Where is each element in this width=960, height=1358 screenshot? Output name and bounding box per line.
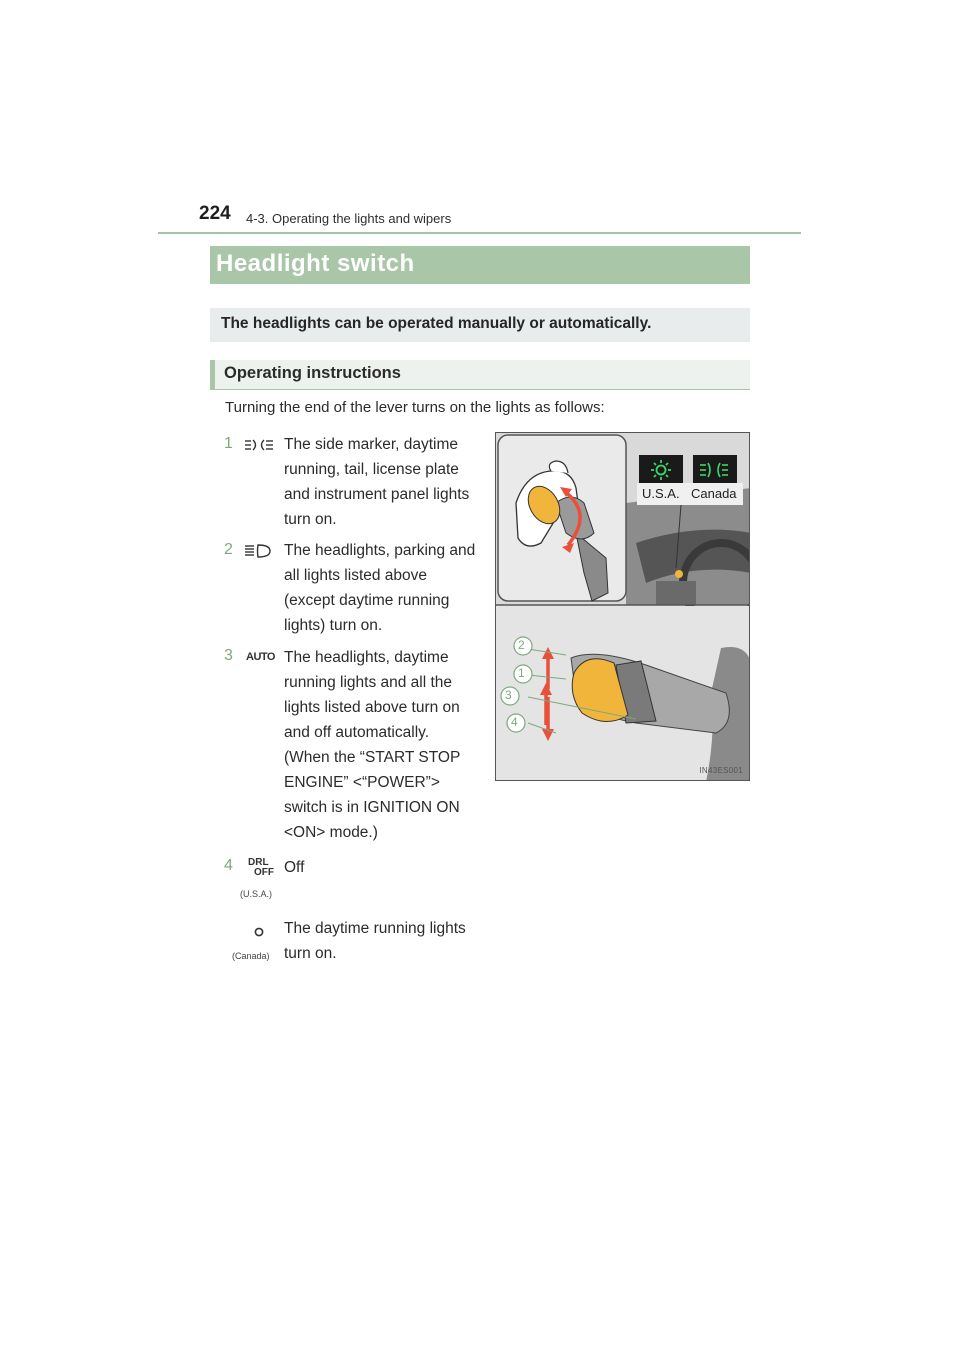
item-3-line: ENGINE” <“POWER”> <box>284 774 440 791</box>
item-3-line: switch is in IGNITION ON <box>284 799 460 816</box>
lever-tip-small <box>675 570 683 578</box>
item-2-line: The headlights, parking and <box>284 542 476 559</box>
drl-icon-text: DRL <box>248 857 269 868</box>
item-3-line: lights listed above turn on <box>284 699 460 716</box>
item-3-line: The headlights, daytime <box>284 649 449 666</box>
item-1-text <box>284 432 480 532</box>
item-3-text <box>284 645 480 845</box>
page-number: 224 <box>199 203 231 224</box>
callout-3: 3 <box>505 688 512 702</box>
canada-item-text <box>284 916 480 966</box>
item-3-line: (When the “START STOP <box>284 749 461 766</box>
item-3-line: and off automatically. <box>284 724 430 741</box>
header-rule <box>158 232 801 234</box>
region-label-usa: (U.S.A.) <box>240 889 273 899</box>
item-3-line: <ON> mode.) <box>284 824 378 841</box>
headlights-icon <box>244 543 274 559</box>
canada-label: Canada <box>691 486 737 501</box>
section-title: 4-3. Operating the lights and wipers <box>246 211 452 226</box>
figure-code: IN43ES001 <box>699 766 743 775</box>
item-1-line: The side marker, daytime <box>284 436 459 453</box>
intro-text: The headlights can be operated manually or automatically. <box>221 315 652 332</box>
canada-item-line: turn on. <box>284 945 337 962</box>
canada-item-line: The daytime running lights <box>284 920 466 937</box>
title-bar <box>210 246 750 284</box>
intro-box <box>210 308 750 342</box>
item-1-line: and instrument panel lights <box>284 486 470 503</box>
item-2-line: all lights listed above <box>284 567 428 584</box>
item-number-3: 3 <box>224 647 233 664</box>
item-2-text <box>284 538 480 638</box>
callout-2: 2 <box>518 638 525 652</box>
console <box>656 581 696 605</box>
off-icon-text: OFF <box>254 867 274 878</box>
item-1-line: running, tail, license plate <box>284 461 459 478</box>
callout-1: 1 <box>518 666 525 680</box>
side-marker-lights-icon <box>244 438 274 452</box>
lead-text: Turning the end of the lever turns on the lights as follows: <box>225 399 605 416</box>
item-number-2: 2 <box>224 541 233 558</box>
lever-illustration <box>495 432 750 781</box>
usa-indicator-panel <box>639 455 683 485</box>
subsection-title: Operating instructions <box>224 364 401 382</box>
region-label-canada: (Canada) <box>232 951 270 961</box>
item-1-line: turn on. <box>284 511 337 528</box>
item-2-line: lights) turn on. <box>284 617 383 634</box>
drl-off-icon <box>248 858 274 878</box>
item-number-1: 1 <box>224 435 233 452</box>
usa-label: U.S.A. <box>642 486 680 501</box>
subsection-bar <box>210 360 750 390</box>
item-number-4: 4 <box>224 857 233 874</box>
auto-icon: AUTO <box>246 651 275 663</box>
item-4-text: Off <box>284 859 305 876</box>
canada-indicator-panel <box>693 455 737 485</box>
item-3-line: running lights and all the <box>284 674 453 691</box>
item-2-line: (except daytime running <box>284 592 450 609</box>
callout-4: 4 <box>511 715 518 729</box>
page-title: Headlight switch <box>216 250 415 277</box>
circle-o-icon <box>253 926 265 938</box>
